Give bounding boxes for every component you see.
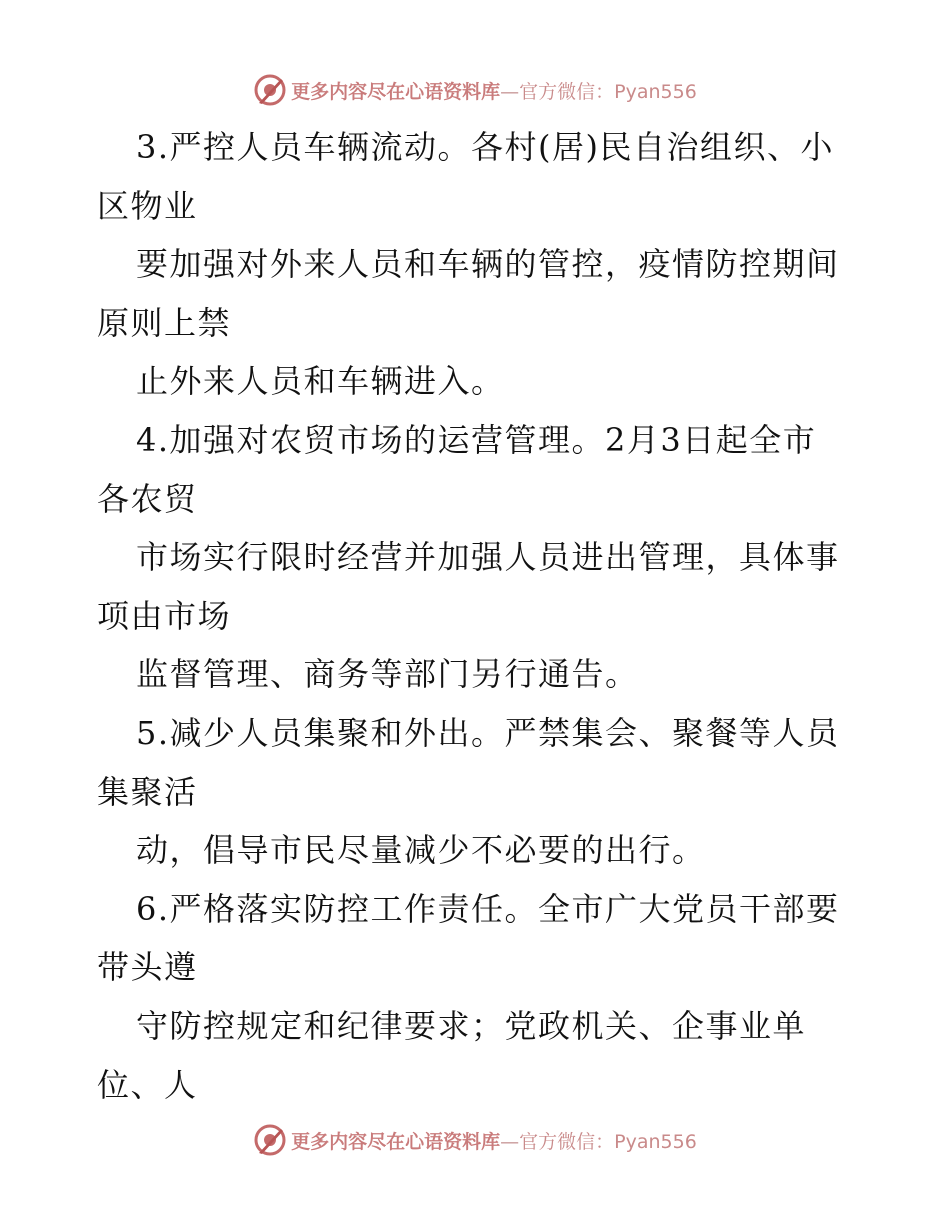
footer-banner (0, 1118, 950, 1162)
text-line: 4.加强对农贸市场的运营管理。2月3日起全市 (136, 420, 817, 459)
text-line: 位、人 (97, 1065, 198, 1104)
banner-main-text: 更多内容尽在心语资料库 (291, 80, 501, 103)
text-line: 要加强对外来人员和车辆的管控，疫情防控期间 (136, 245, 840, 284)
text-line: 带头遵 (97, 948, 198, 987)
text-line: 区物业 (97, 186, 198, 225)
text-line: 项由市场 (97, 596, 232, 635)
document-body (97, 118, 857, 1114)
banner-text (291, 1127, 697, 1154)
text-line: 市场实行限时经营并加强人员进出管理，具体事 (136, 538, 840, 577)
text-line: 守防控规定和纪律要求；党政机关、企事业单 (136, 1006, 807, 1045)
quill-logo-icon (253, 73, 287, 107)
quill-logo-icon (253, 1123, 287, 1157)
banner-separator: — (500, 1130, 520, 1153)
text-line: 5.减少人员集聚和外出。严禁集会、聚餐等人员 (136, 713, 840, 752)
banner-main-text: 更多内容尽在心语资料库 (291, 1130, 501, 1153)
text-line: 监督管理、商务等部门另行通告。 (136, 655, 639, 694)
header-banner (0, 68, 950, 112)
banner-separator: — (500, 80, 520, 103)
text-line: 止外来人员和车辆进入。 (136, 362, 505, 401)
text-line: 集聚活 (97, 772, 198, 811)
text-line: 动，倡导市民尽量减少不必要的出行。 (136, 831, 706, 870)
banner-text (291, 77, 697, 104)
banner-wechat-text: 官方微信：Pyan556 (519, 80, 697, 103)
banner-wechat-text: 官方微信：Pyan556 (519, 1130, 697, 1153)
text-line: 6.严格落实防控工作责任。全市广大党员干部要 (136, 889, 840, 928)
text-line: 3.严控人员车辆流动。各村(居)民自治组织、小 (136, 128, 835, 166)
text-line: 各农贸 (97, 479, 198, 518)
text-line: 原则上禁 (97, 303, 232, 342)
